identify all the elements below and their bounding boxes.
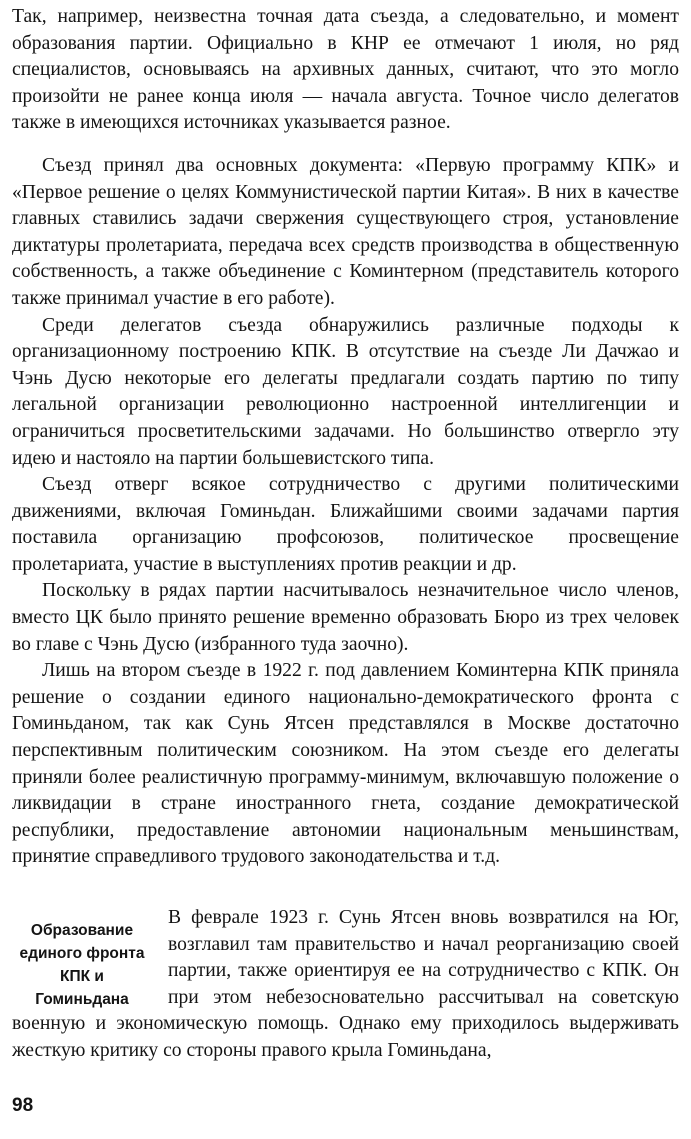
paragraph-3: Среди делегатов съезда обнаружились различные подходы к организационному построению КПК. В отсутствие на съезде Ли Дачжао и Чэнь Дусю некоторые его делегаты предлагали создать партию по типу легальной организации революционно настроенной интеллигенции и ограничиться просветительскими задачами. Но большинство отвергло эту идею и настояло на партии большевистского типа. (12, 314, 679, 469)
book-page (12, 4, 679, 1065)
section-paragraph: В феврале 1923 г. Сунь Ятсен вновь возвратился на Юг, возглавил там правительство и начал реорганизацию своей партии, также ориентируя ее на сотрудничество с КПК. Он при этом небезосновательно рассчитывал на советскую военную и экономическую помощь. Однако ему приходилось выдерживать жесткую критику со стороны правого крыла Гоминьдана, (12, 907, 679, 1061)
side-heading-line: Гоминьдана (35, 991, 129, 1008)
page-number: 98 (12, 1095, 34, 1116)
side-heading-line: Образование (30, 922, 134, 939)
paragraph-4: Съезд отверг всякое сотрудничество с другими политическими движениями, включая Гоминьдан. Ближайшими своими задачами партия поставила организацию профсоюзов, политическое просвещение пролетариата, участие в выступлениях против реакции и др. (12, 474, 679, 575)
side-heading-line: КПК и (60, 968, 104, 985)
paragraph-gap (12, 137, 679, 153)
section-side-heading (12, 919, 152, 1011)
paragraph-6: Лишь на втором съезде в 1922 г. под давлением Коминтерна КПК приняла решение о создании единого национально-демократического фронта с Гоминьданом, так как Сунь Ятсен представлялся в Москве достаточно перспективным политическим союзником. На этом съезде его делегаты приняли более реалистичную программу-минимум, включавшую положение о ликвидации в стране иностранного гнета, создание демократической республики, предоставление автономии национальным меньшинствам, принятие справедливого трудового законодательства и т.д. (12, 660, 679, 868)
paragraph-2: Съезд принял два основных документа: «Первую программу КПК» и «Первое решение о целях Коммунистической партии Китая». В них в качестве главных ставились задачи свержения существующего строя, установление диктатуры пролетариата, передача всех средств производства в общественную собственность, а также объединение с Коминтерном (представитель которого также принимал участие в его работе). (12, 154, 679, 309)
section-gap (12, 871, 679, 905)
side-heading-line: единого фронта (19, 945, 145, 962)
paragraph-5: Поскольку в рядах партии насчитывалось незначительное число членов, вместо ЦК было принято решение временно образовать Бюро из трех человек во главе с Чэнь Дусю (избранного туда заочно). (12, 580, 679, 655)
paragraph-1: Так, например, неизвестна точная дата съезда, а следовательно, и момент образования партии. Официально в КНР ее отмечают 1 июля, но ряд специалистов, основываясь на архивных данных, считают, что это могло произойти не ранее конца июля — начала августа. Точное число делегатов также в имеющихся источниках указывается разное. (12, 6, 679, 134)
